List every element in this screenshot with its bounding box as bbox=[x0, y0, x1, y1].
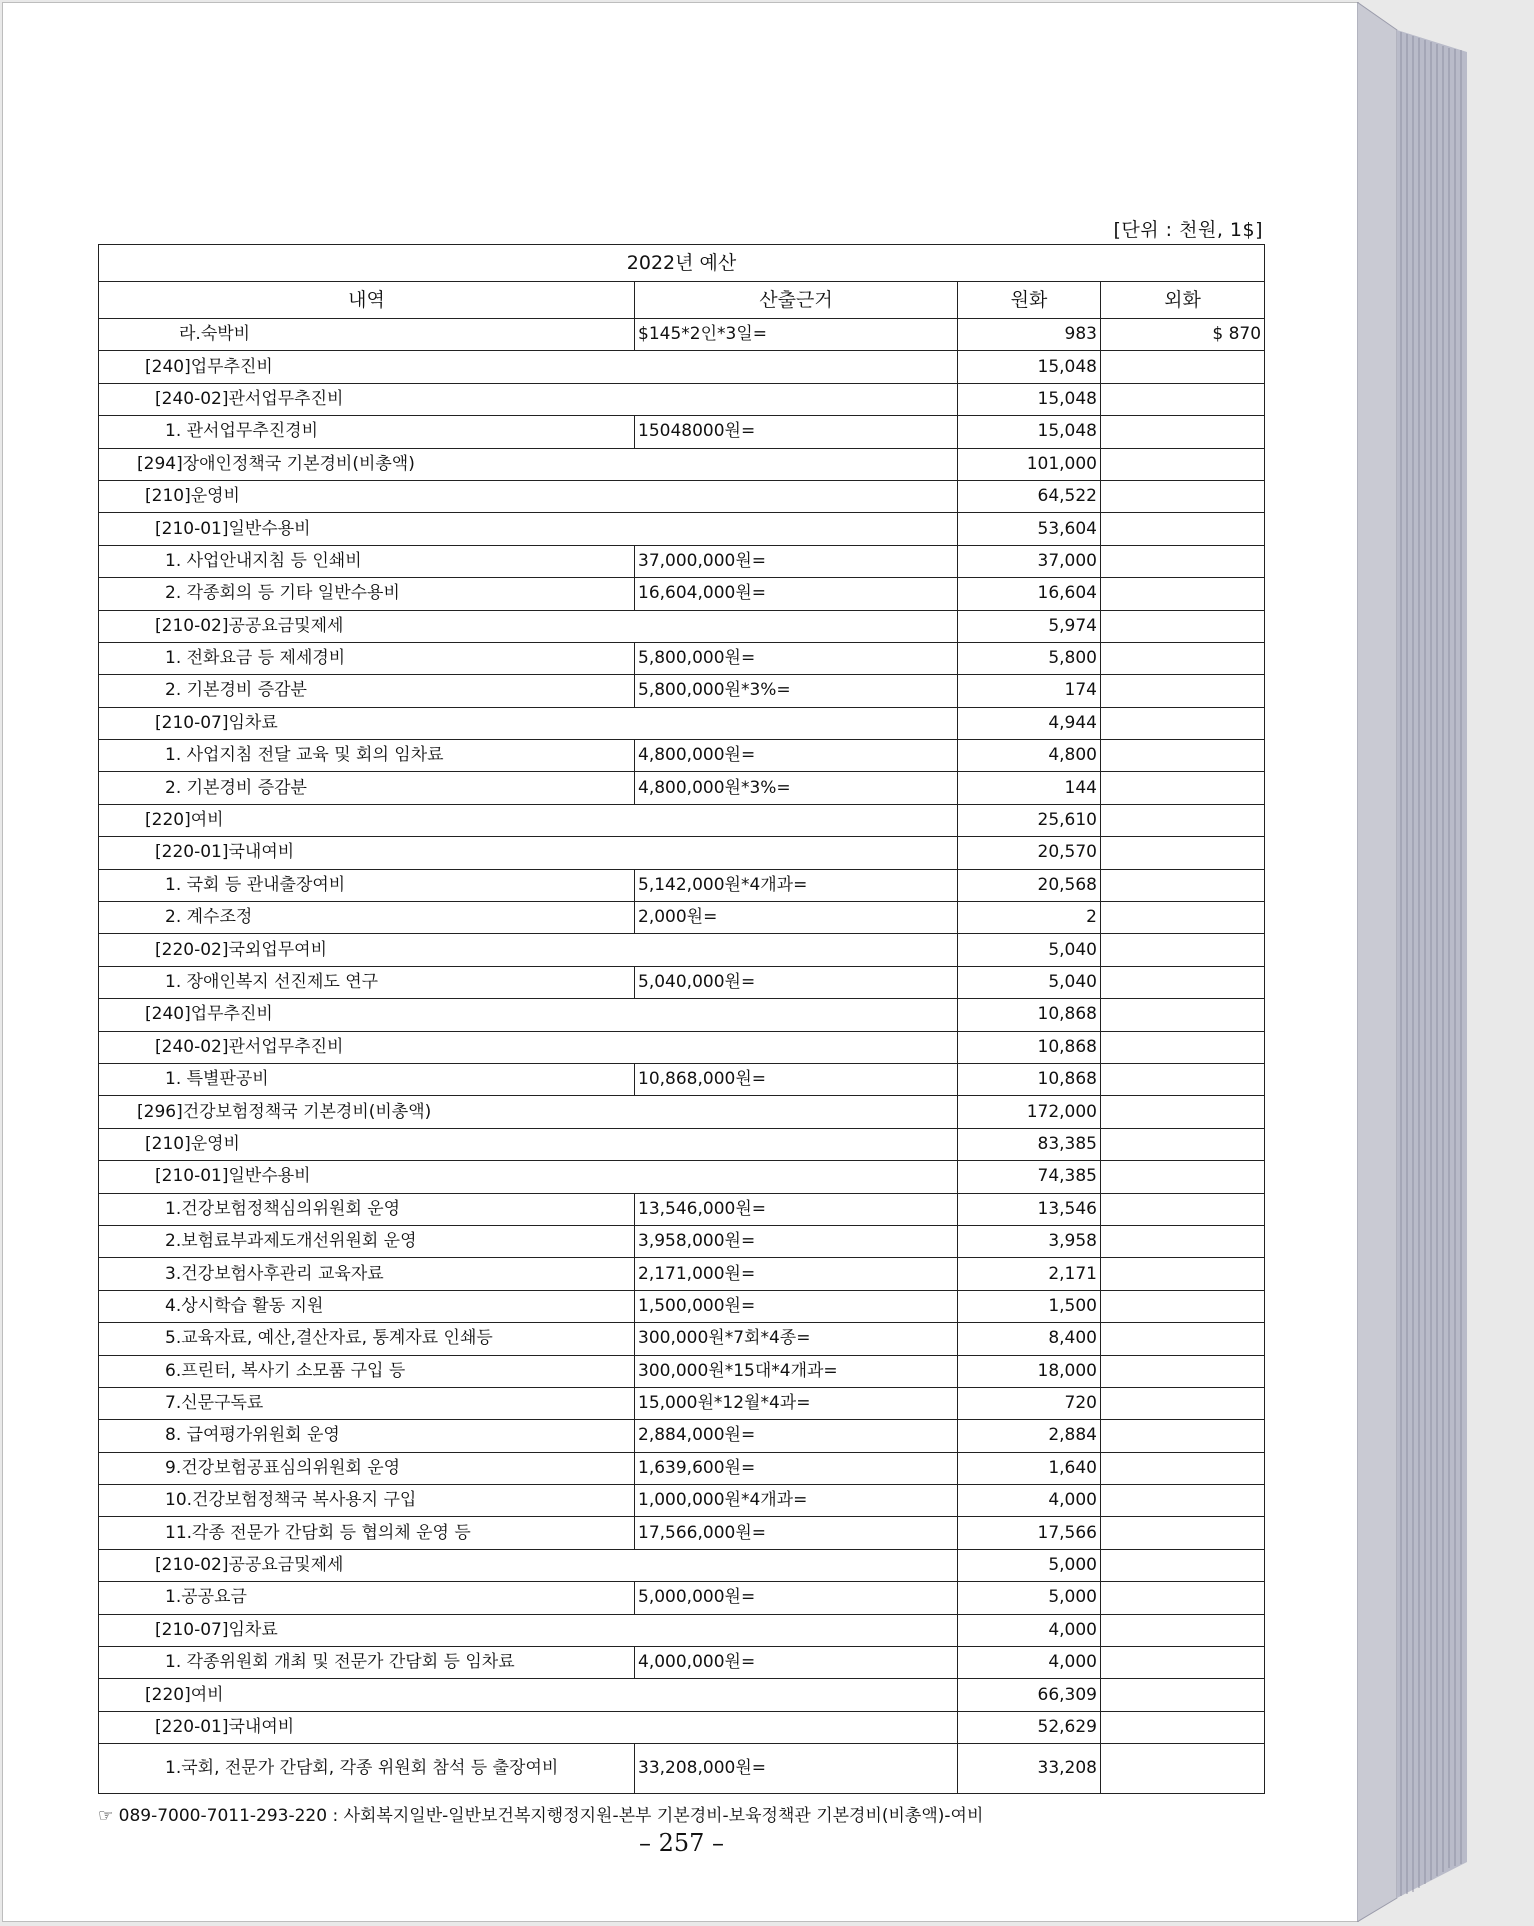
row-fx bbox=[1101, 1582, 1265, 1614]
table-row bbox=[99, 1161, 1265, 1193]
row-krw: 4,000 bbox=[958, 1485, 1101, 1517]
row-item: [210-07]임차료 bbox=[99, 1614, 958, 1646]
row-fx bbox=[1101, 902, 1265, 934]
row-fx bbox=[1101, 642, 1265, 674]
table-row bbox=[99, 1355, 1265, 1387]
row-krw: 5,040 bbox=[958, 934, 1101, 966]
row-fx bbox=[1101, 578, 1265, 610]
table-row bbox=[99, 1647, 1265, 1679]
row-krw: 5,000 bbox=[958, 1549, 1101, 1581]
row-krw: 17,566 bbox=[958, 1517, 1101, 1549]
row-basis: 5,040,000원= bbox=[635, 966, 958, 998]
row-krw: 10,868 bbox=[958, 1031, 1101, 1063]
table-row bbox=[99, 1387, 1265, 1419]
row-basis: 33,208,000원= bbox=[635, 1744, 958, 1794]
row-basis: 1,000,000원*4개과= bbox=[635, 1485, 958, 1517]
row-basis: 300,000원*15대*4개과= bbox=[635, 1355, 958, 1387]
row-fx bbox=[1101, 1258, 1265, 1290]
row-item: 9.건강보험공표심의위원회 운영 bbox=[99, 1452, 635, 1484]
row-item: 1. 장애인복지 선진제도 연구 bbox=[99, 966, 635, 998]
row-item: 2.보험료부과제도개선위원회 운영 bbox=[99, 1225, 635, 1257]
header-fx: 외화 bbox=[1101, 282, 1265, 319]
row-item: [240-02]관서업무추진비 bbox=[99, 383, 958, 415]
row-basis: 15,000원*12월*4과= bbox=[635, 1387, 958, 1419]
row-krw: 174 bbox=[958, 675, 1101, 707]
row-item: 3.건강보험사후관리 교육자료 bbox=[99, 1258, 635, 1290]
row-fx bbox=[1101, 1549, 1265, 1581]
row-fx bbox=[1101, 1387, 1265, 1419]
row-basis: $145*2인*3일= bbox=[635, 319, 958, 351]
row-basis: 5,142,000원*4개과= bbox=[635, 869, 958, 901]
table-row bbox=[99, 1290, 1265, 1322]
row-fx bbox=[1101, 675, 1265, 707]
row-basis: 5,800,000원= bbox=[635, 642, 958, 674]
row-fx bbox=[1101, 934, 1265, 966]
row-item: 1. 사업지침 전달 교육 및 회의 임차료 bbox=[99, 740, 635, 772]
row-item: 1.국회, 전문가 간담회, 각종 위원회 참석 등 출장여비 bbox=[99, 1744, 635, 1794]
table-header-row bbox=[99, 282, 1265, 319]
row-krw: 16,604 bbox=[958, 578, 1101, 610]
table-row bbox=[99, 1258, 1265, 1290]
table-row bbox=[99, 383, 1265, 415]
row-fx bbox=[1101, 804, 1265, 836]
table-row bbox=[99, 1614, 1265, 1646]
table-body bbox=[99, 319, 1265, 1794]
row-item: [210-02]공공요금및제세 bbox=[99, 610, 958, 642]
row-krw: 1,500 bbox=[958, 1290, 1101, 1322]
row-fx bbox=[1101, 1323, 1265, 1355]
row-item: [220]여비 bbox=[99, 1679, 958, 1711]
row-item: 라.숙박비 bbox=[99, 319, 635, 351]
row-krw: 5,800 bbox=[958, 642, 1101, 674]
budget-table bbox=[98, 244, 1265, 1794]
row-krw: 2,884 bbox=[958, 1420, 1101, 1452]
row-fx bbox=[1101, 772, 1265, 804]
table-row bbox=[99, 869, 1265, 901]
table-title: 2022년 예산 bbox=[99, 245, 1265, 282]
unit-label: [단위 : 천원, 1$] bbox=[1113, 219, 1263, 241]
table-row bbox=[99, 351, 1265, 383]
row-fx bbox=[1101, 1452, 1265, 1484]
row-basis: 10,868,000원= bbox=[635, 1063, 958, 1095]
row-item: 8. 급여평가위원회 운영 bbox=[99, 1420, 635, 1452]
row-krw: 20,570 bbox=[958, 837, 1101, 869]
row-krw: 66,309 bbox=[958, 1679, 1101, 1711]
row-fx bbox=[1101, 966, 1265, 998]
table-row bbox=[99, 1582, 1265, 1614]
row-krw: 74,385 bbox=[958, 1161, 1101, 1193]
row-krw: 5,040 bbox=[958, 966, 1101, 998]
row-krw: 64,522 bbox=[958, 480, 1101, 512]
row-item: [240]업무추진비 bbox=[99, 351, 958, 383]
row-item: [296]건강보험정책국 기본경비(비총액) bbox=[99, 1096, 958, 1128]
table-row bbox=[99, 1031, 1265, 1063]
row-fx bbox=[1101, 1711, 1265, 1743]
row-fx bbox=[1101, 1161, 1265, 1193]
row-item: 1. 관서업무추진경비 bbox=[99, 416, 635, 448]
row-item: 1. 국회 등 관내출장여비 bbox=[99, 869, 635, 901]
row-basis: 1,639,600원= bbox=[635, 1452, 958, 1484]
table-row bbox=[99, 513, 1265, 545]
table-row bbox=[99, 675, 1265, 707]
row-item: 2. 계수조정 bbox=[99, 902, 635, 934]
row-basis: 3,958,000원= bbox=[635, 1225, 958, 1257]
table-row bbox=[99, 966, 1265, 998]
row-krw: 5,974 bbox=[958, 610, 1101, 642]
row-krw: 33,208 bbox=[958, 1744, 1101, 1794]
row-fx bbox=[1101, 1290, 1265, 1322]
row-krw: 37,000 bbox=[958, 545, 1101, 577]
row-krw: 10,868 bbox=[958, 1063, 1101, 1095]
row-krw: 25,610 bbox=[958, 804, 1101, 836]
page-stack-edge bbox=[1357, 2, 1527, 1922]
row-fx bbox=[1101, 513, 1265, 545]
table-row bbox=[99, 707, 1265, 739]
row-basis: 4,800,000원*3%= bbox=[635, 772, 958, 804]
table-row bbox=[99, 448, 1265, 480]
table-row bbox=[99, 1744, 1265, 1794]
row-krw: 52,629 bbox=[958, 1711, 1101, 1743]
row-item: [220-02]국외업무여비 bbox=[99, 934, 958, 966]
row-fx bbox=[1101, 1517, 1265, 1549]
row-fx bbox=[1101, 1355, 1265, 1387]
row-item: 1. 특별판공비 bbox=[99, 1063, 635, 1095]
row-krw: 15,048 bbox=[958, 351, 1101, 383]
table-row bbox=[99, 999, 1265, 1031]
row-basis: 13,546,000원= bbox=[635, 1193, 958, 1225]
row-item: [240]업무추진비 bbox=[99, 999, 958, 1031]
table-row bbox=[99, 1711, 1265, 1743]
table-row bbox=[99, 578, 1265, 610]
row-item: 2. 각종회의 등 기타 일반수용비 bbox=[99, 578, 635, 610]
row-item: 4.상시학습 활동 지원 bbox=[99, 1290, 635, 1322]
footnote: ☞ 089-7000-7011-293-220 : 사회복지일반-일반보건복지행정지원-본부 기본경비-보육정책관 기본경비(비총액)-여비 bbox=[98, 1806, 984, 1826]
row-item: [210-01]일반수용비 bbox=[99, 1161, 958, 1193]
row-krw: 8,400 bbox=[958, 1323, 1101, 1355]
header-krw: 원화 bbox=[958, 282, 1101, 319]
row-fx bbox=[1101, 610, 1265, 642]
table-row bbox=[99, 319, 1265, 351]
table-row bbox=[99, 1063, 1265, 1095]
row-fx bbox=[1101, 707, 1265, 739]
row-fx bbox=[1101, 383, 1265, 415]
table-row bbox=[99, 642, 1265, 674]
row-item: 1. 각종위원회 개최 및 전문가 간담회 등 임차료 bbox=[99, 1647, 635, 1679]
row-krw: 83,385 bbox=[958, 1128, 1101, 1160]
row-item: 1.건강보험정책심의위원회 운영 bbox=[99, 1193, 635, 1225]
page-number: – 257 – bbox=[638, 1829, 725, 1857]
row-item: 1. 전화요금 등 제세경비 bbox=[99, 642, 635, 674]
row-basis: 15048000원= bbox=[635, 416, 958, 448]
row-krw: 5,000 bbox=[958, 1582, 1101, 1614]
table-row bbox=[99, 480, 1265, 512]
table-row bbox=[99, 1128, 1265, 1160]
row-fx bbox=[1101, 480, 1265, 512]
document-page bbox=[2, 2, 1359, 1922]
row-krw: 1,640 bbox=[958, 1452, 1101, 1484]
row-item: 2. 기본경비 증감분 bbox=[99, 675, 635, 707]
row-item: [220-01]국내여비 bbox=[99, 1711, 958, 1743]
row-item: 5.교육자료, 예산,결산자료, 통계자료 인쇄등 bbox=[99, 1323, 635, 1355]
table-row bbox=[99, 934, 1265, 966]
row-basis: 17,566,000원= bbox=[635, 1517, 958, 1549]
row-fx bbox=[1101, 1193, 1265, 1225]
row-krw: 144 bbox=[958, 772, 1101, 804]
table-title-row bbox=[99, 245, 1265, 282]
row-fx bbox=[1101, 448, 1265, 480]
row-basis: 5,000,000원= bbox=[635, 1582, 958, 1614]
table-row bbox=[99, 1549, 1265, 1581]
row-krw: 53,604 bbox=[958, 513, 1101, 545]
table-row bbox=[99, 1452, 1265, 1484]
table-row bbox=[99, 740, 1265, 772]
table-row bbox=[99, 1679, 1265, 1711]
row-fx bbox=[1101, 1744, 1265, 1794]
row-fx bbox=[1101, 1614, 1265, 1646]
row-krw: 20,568 bbox=[958, 869, 1101, 901]
table-row bbox=[99, 1225, 1265, 1257]
row-item: [220-01]국내여비 bbox=[99, 837, 958, 869]
row-krw: 15,048 bbox=[958, 416, 1101, 448]
row-fx bbox=[1101, 1679, 1265, 1711]
header-item: 내역 bbox=[99, 282, 635, 319]
row-krw: 720 bbox=[958, 1387, 1101, 1419]
table-row bbox=[99, 1485, 1265, 1517]
row-basis: 37,000,000원= bbox=[635, 545, 958, 577]
row-item: 6.프린터, 복사기 소모품 구입 등 bbox=[99, 1355, 635, 1387]
row-item: [210-01]일반수용비 bbox=[99, 513, 958, 545]
row-krw: 2 bbox=[958, 902, 1101, 934]
row-krw: 10,868 bbox=[958, 999, 1101, 1031]
row-fx bbox=[1101, 1096, 1265, 1128]
header-basis: 산출근거 bbox=[635, 282, 958, 319]
table-row bbox=[99, 902, 1265, 934]
table-row bbox=[99, 772, 1265, 804]
row-item: [294]장애인정책국 기본경비(비총액) bbox=[99, 448, 958, 480]
row-item: 2. 기본경비 증감분 bbox=[99, 772, 635, 804]
row-fx bbox=[1101, 1420, 1265, 1452]
row-fx: $ 870 bbox=[1101, 319, 1265, 351]
row-fx bbox=[1101, 869, 1265, 901]
row-item: [240-02]관서업무추진비 bbox=[99, 1031, 958, 1063]
table-row bbox=[99, 1517, 1265, 1549]
row-basis: 300,000원*7회*4종= bbox=[635, 1323, 958, 1355]
row-item: 11.각종 전문가 간담회 등 협의체 운영 등 bbox=[99, 1517, 635, 1549]
row-krw: 4,944 bbox=[958, 707, 1101, 739]
row-fx bbox=[1101, 1063, 1265, 1095]
row-item: 1.공공요금 bbox=[99, 1582, 635, 1614]
row-basis: 5,800,000원*3%= bbox=[635, 675, 958, 707]
row-fx bbox=[1101, 1647, 1265, 1679]
row-item: [210-07]임차료 bbox=[99, 707, 958, 739]
row-fx bbox=[1101, 999, 1265, 1031]
row-fx bbox=[1101, 740, 1265, 772]
row-basis: 2,000원= bbox=[635, 902, 958, 934]
row-krw: 4,000 bbox=[958, 1647, 1101, 1679]
row-item: 10.건강보험정책국 복사용지 구입 bbox=[99, 1485, 635, 1517]
row-krw: 18,000 bbox=[958, 1355, 1101, 1387]
row-fx bbox=[1101, 545, 1265, 577]
row-basis: 1,500,000원= bbox=[635, 1290, 958, 1322]
row-item: [220]여비 bbox=[99, 804, 958, 836]
row-basis: 16,604,000원= bbox=[635, 578, 958, 610]
table-row bbox=[99, 804, 1265, 836]
table-row bbox=[99, 1193, 1265, 1225]
row-krw: 2,171 bbox=[958, 1258, 1101, 1290]
table-row bbox=[99, 1420, 1265, 1452]
table-row bbox=[99, 610, 1265, 642]
row-fx bbox=[1101, 1128, 1265, 1160]
row-krw: 3,958 bbox=[958, 1225, 1101, 1257]
table-row bbox=[99, 1096, 1265, 1128]
table-row bbox=[99, 1323, 1265, 1355]
row-krw: 101,000 bbox=[958, 448, 1101, 480]
row-item: [210]운영비 bbox=[99, 480, 958, 512]
row-fx bbox=[1101, 1485, 1265, 1517]
row-item: [210]운영비 bbox=[99, 1128, 958, 1160]
row-fx bbox=[1101, 1031, 1265, 1063]
row-basis: 4,000,000원= bbox=[635, 1647, 958, 1679]
row-fx bbox=[1101, 416, 1265, 448]
row-fx bbox=[1101, 837, 1265, 869]
table-row bbox=[99, 545, 1265, 577]
row-krw: 172,000 bbox=[958, 1096, 1101, 1128]
table-row bbox=[99, 837, 1265, 869]
row-fx bbox=[1101, 351, 1265, 383]
row-item: [210-02]공공요금및제세 bbox=[99, 1549, 958, 1581]
row-krw: 4,800 bbox=[958, 740, 1101, 772]
row-item: 7.신문구독료 bbox=[99, 1387, 635, 1419]
row-basis: 4,800,000원= bbox=[635, 740, 958, 772]
row-krw: 4,000 bbox=[958, 1614, 1101, 1646]
row-krw: 13,546 bbox=[958, 1193, 1101, 1225]
row-krw: 15,048 bbox=[958, 383, 1101, 415]
row-fx bbox=[1101, 1225, 1265, 1257]
table-row bbox=[99, 416, 1265, 448]
row-basis: 2,884,000원= bbox=[635, 1420, 958, 1452]
row-basis: 2,171,000원= bbox=[635, 1258, 958, 1290]
row-item: 1. 사업안내지침 등 인쇄비 bbox=[99, 545, 635, 577]
row-krw: 983 bbox=[958, 319, 1101, 351]
